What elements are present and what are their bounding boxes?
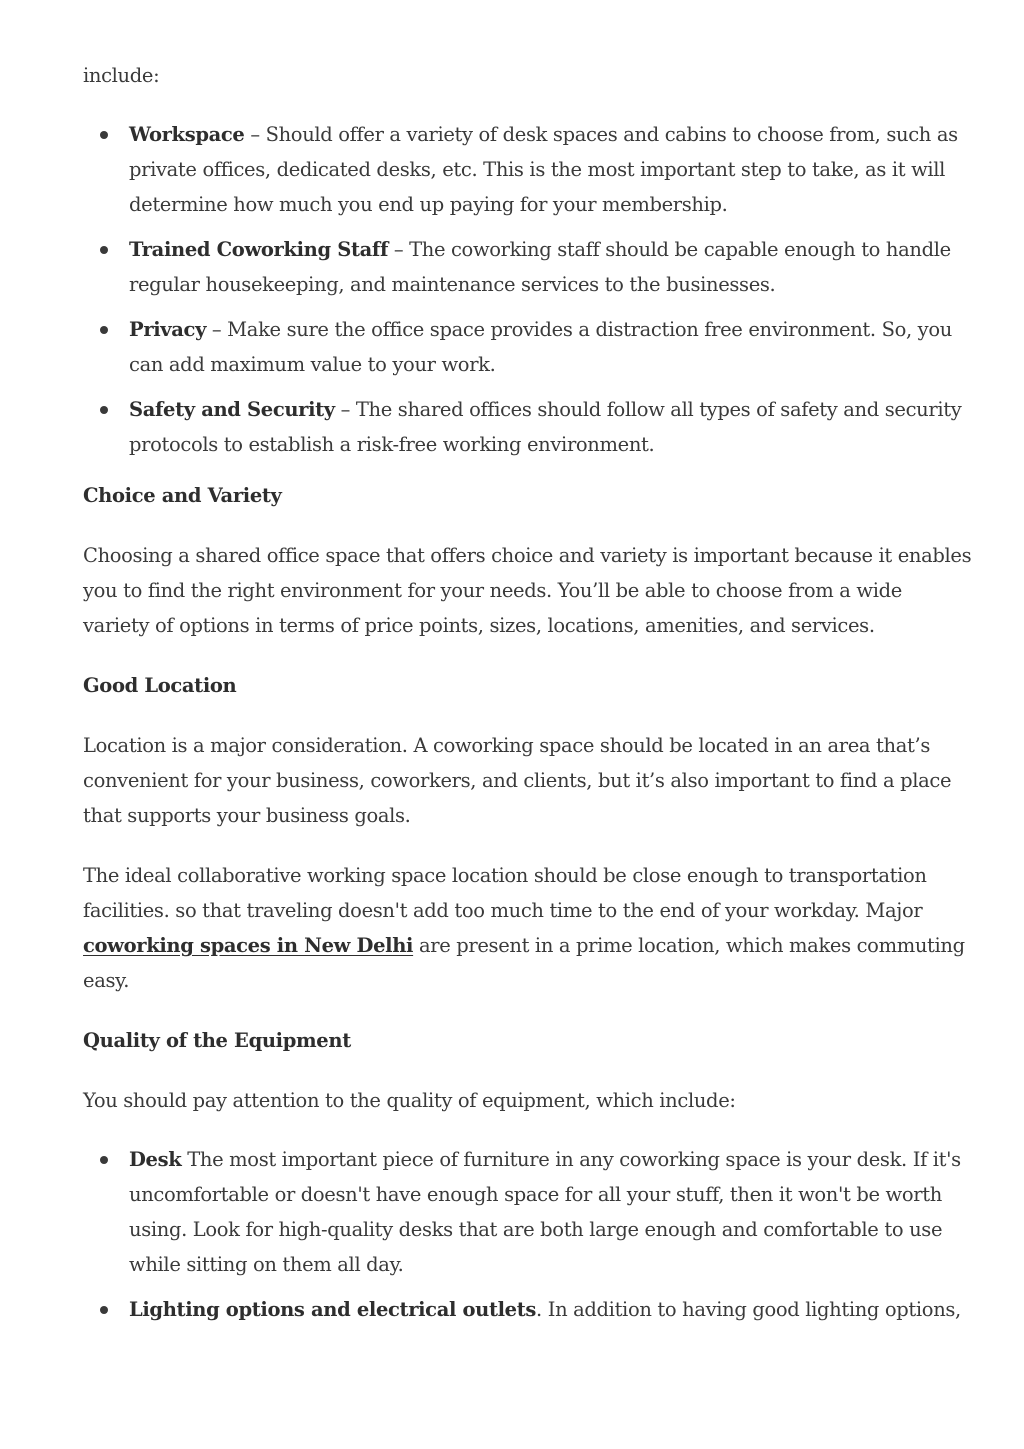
feature-term-staff: Trained Coworking Staff <box>129 238 388 261</box>
paragraph-location-1: Location is a major consideration. A coworking space should be located in an area that’s convenient for your business, coworkers, and clients, but it’s also important to find a place that supports your business goals. <box>83 734 952 827</box>
feature-text-workspace: – Should offer a variety of desk spaces and cabins to choose from, such as private offices, dedicated desks, etc. This is the most important step to take, as it will determine how much you end up paying for your membership. <box>129 123 958 216</box>
list-item <box>83 1142 973 1282</box>
equipment-term-lighting: Lighting options and electrical outlets <box>129 1298 537 1321</box>
equipment-text-lighting: . In addition to having good lighting options, <box>536 1298 961 1321</box>
paragraph-location-2 <box>83 858 973 998</box>
heading-choice-variety: Choice and Variety <box>83 484 282 507</box>
list-item <box>83 117 973 222</box>
list-item <box>83 312 973 382</box>
heading-good-location: Good Location <box>83 674 237 697</box>
paragraph-equipment-intro: You should pay attention to the quality of equipment, which include: <box>83 1089 736 1112</box>
equipment-term-desk: Desk <box>129 1148 182 1171</box>
feature-term-workspace: Workspace <box>129 123 245 146</box>
paragraph-choice-variety: Choosing a shared office space that offers choice and variety is important because it enables you to find the right environment for your needs. You’ll be able to choose from a wide variety of options in terms of price points, sizes, locations, amenities, and services. <box>83 544 972 637</box>
feature-term-safety: Safety and Security <box>129 398 335 421</box>
equipment-text-desk: The most important piece of furniture in any coworking space is your desk. If it's uncomfortable or doesn't have enough space for all your stuff, then it won't be worth using. Look for high-quality desks that are both large enough and comfortable to use while sitting on them all day. <box>129 1148 961 1276</box>
location-text-before: The ideal collaborative working space location should be close enough to transportation facilities. so that traveling doesn't add too much time to the end of your workday. Major <box>83 864 927 922</box>
list-item <box>83 1292 973 1327</box>
feature-term-privacy: Privacy <box>129 318 207 341</box>
location-text-after: are present in a prime location, which makes commuting easy. <box>83 934 965 992</box>
coworking-new-delhi-link[interactable]: coworking spaces in New Delhi <box>83 934 414 957</box>
list-item <box>83 232 973 302</box>
feature-text-safety: – The shared offices should follow all types of safety and security protocols to establish a risk-free working environment. <box>129 398 962 456</box>
intro-tail-text: include: <box>83 64 160 87</box>
feature-text-staff: – The coworking staff should be capable enough to handle regular housekeeping, and maintenance services to the businesses. <box>129 238 951 296</box>
heading-equipment-quality: Quality of the Equipment <box>83 1029 351 1052</box>
feature-list <box>83 117 973 462</box>
equipment-list <box>83 1142 973 1327</box>
list-item <box>83 392 973 462</box>
feature-text-privacy: – Make sure the office space provides a distraction free environment. So, you can add maximum value to your work. <box>129 318 952 376</box>
article-body <box>83 58 973 1337</box>
